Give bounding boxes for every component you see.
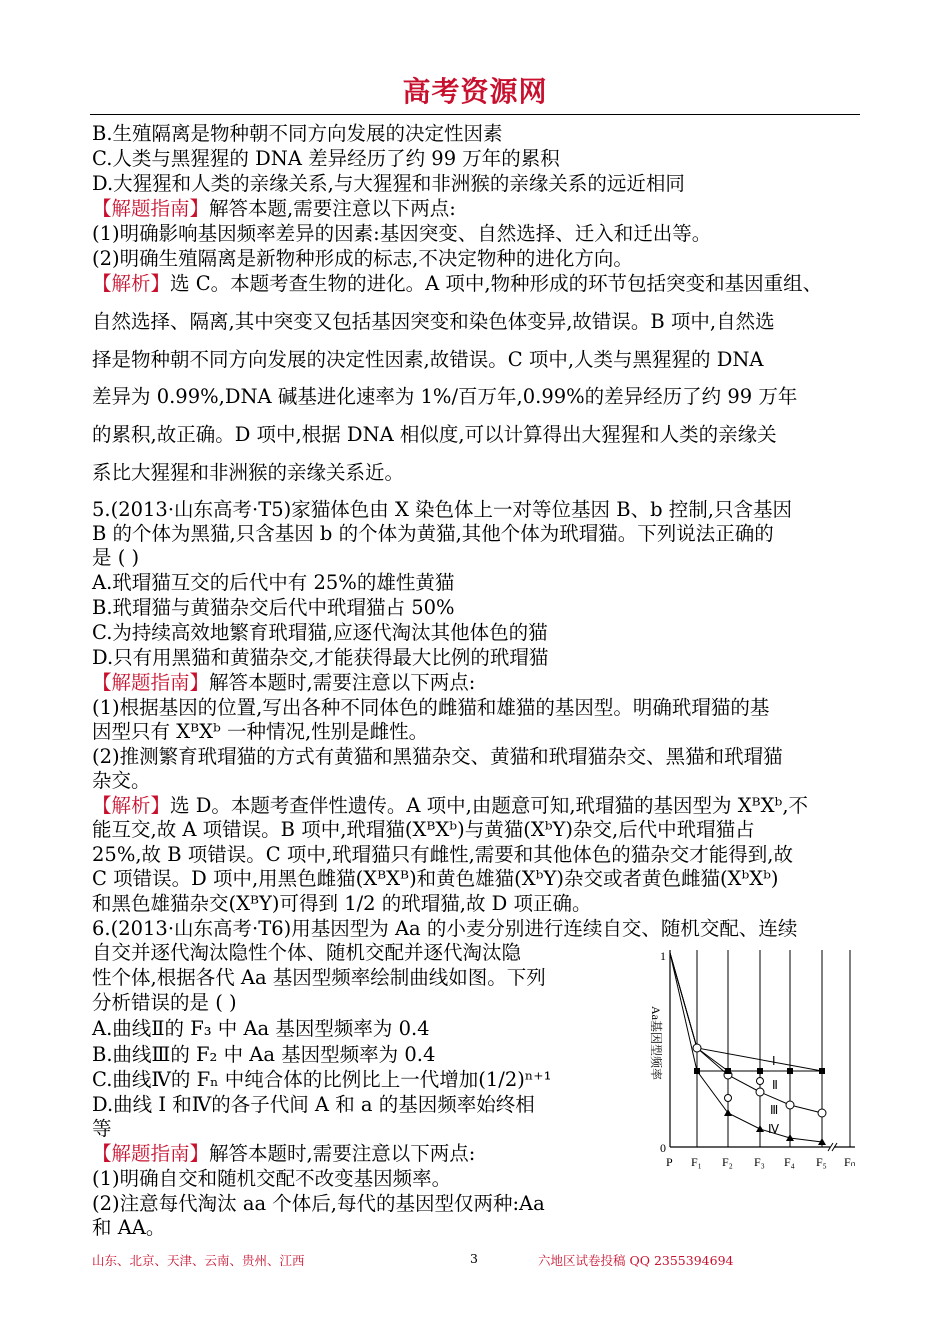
- x-tick-p: P: [666, 1155, 673, 1169]
- q4-analysis-line-2: 自然选择、隔离,其中突变又包括基因突变和染色体变异,故错误。B 项中,自然选: [92, 310, 775, 333]
- q4-analysis-line-5: 的累积,故正确。D 项中,根据 DNA 相似度,可以计算得出大猩猩和人类的亲缘关: [92, 423, 777, 446]
- x-tick-f3: F₃: [754, 1155, 765, 1169]
- q4-option-b: B.生殖隔离是物种朝不同方向发展的决定性因素: [92, 122, 503, 145]
- marker-f2-square: [725, 1068, 731, 1074]
- q5-guide-point-2b: 杂交。: [92, 769, 151, 792]
- marker-f5-square: [819, 1068, 825, 1074]
- marker-ii-f3: [757, 1078, 764, 1085]
- marker-f3-square: [757, 1068, 763, 1074]
- q4-option-c: C.人类与黑猩猩的 DNA 差异经历了约 99 万年的累积: [92, 147, 560, 170]
- q5-stem-line-3: 是 ( ): [92, 546, 140, 569]
- guide-intro: 解答本题时,需要注意以下两点:: [209, 671, 476, 694]
- marker-iv-f2: [724, 1109, 732, 1116]
- q6-guide-point-2a: (2)注意每代淘汰 aa 个体后,每代的基因型仅两种:Aa: [92, 1192, 545, 1215]
- marker-f3-circle: [756, 1088, 764, 1096]
- q5-guide-heading: [92, 671, 475, 695]
- q4-analysis-line-6: 系比大猩猩和非洲猴的亲缘关系近。: [92, 461, 405, 484]
- analysis-tag: 【解析】: [92, 272, 171, 295]
- marker-f4-square: [787, 1068, 793, 1074]
- q6-option-c: C.曲线Ⅳ的 Fₙ 中纯合体的比例比上一代增加(1/2)ⁿ⁺¹: [92, 1068, 552, 1091]
- guide-tag: 【解题指南】: [92, 1142, 210, 1165]
- footer-page-number: 3: [470, 1251, 478, 1266]
- q5-guide-point-2a: (2)推测繁育玳瑁猫的方式有黄猫和黑猫杂交、黄猫和玳瑁猫杂交、黑猫和玳瑁猫: [92, 745, 783, 768]
- curve-label-iii: Ⅲ: [770, 1103, 779, 1117]
- guide-intro: 解答本题,需要注意以下两点:: [209, 197, 456, 220]
- footer-contact: 六地区试卷投稿 QQ 2355394694: [538, 1253, 734, 1268]
- guide-intro: 解答本题时,需要注意以下两点:: [209, 1142, 476, 1165]
- aa-frequency-figure: [640, 948, 860, 1178]
- y-tick-1: 1: [660, 949, 666, 963]
- x-tick-f1: F₁: [691, 1155, 702, 1169]
- q5-guide-point-1a: (1)根据基因的位置,写出各种不同体色的雌猫和雄猫的基因型。明确玳瑁猫的基: [92, 696, 770, 719]
- q4-guide-point-1: (1)明确影响基因频率差异的因素:基因突变、自然选择、迁入和迁出等。: [92, 222, 712, 245]
- q6-stem-line-3: 性个体,根据各代 Aa 基因型频率绘制曲线如图。下列: [92, 966, 546, 989]
- q5-option-c: C.为持续高效地繁育玳瑁猫,应逐代淘汰其他体色的猫: [92, 621, 548, 644]
- q6-option-d-line-1: D.曲线 Ⅰ 和Ⅳ的各子代间 A 和 a 的基因频率始终相: [92, 1093, 535, 1116]
- curve-label-ii: Ⅱ: [772, 1078, 778, 1092]
- q5-stem-line-2: B 的个体为黑猫,只含基因 b 的个体为黄猫,其他个体为玳瑁猫。下列说法正确的: [92, 522, 774, 545]
- x-tick-f4: F₄: [784, 1155, 795, 1169]
- q6-option-d-line-2: 等: [92, 1117, 112, 1140]
- q5-analysis-line-4: C 项错误。D 项中,用黑色雌猫(XᴮXᴮ)和黄色雄猫(XᵇY)杂交或者黄色雌猫(XᵇXᵇ): [92, 867, 779, 890]
- header-logo: 高考资源网: [402, 75, 548, 108]
- guide-tag: 【解题指南】: [92, 197, 210, 220]
- q6-stem-line-2: 自交并逐代淘汰隐性个体、随机交配并逐代淘汰隐: [92, 941, 522, 964]
- q6-stem-line-4: 分析错误的是 ( ): [92, 991, 237, 1014]
- marker-f5-circle: [818, 1109, 826, 1117]
- y-tick-0: 0: [660, 1141, 666, 1155]
- q6-stem-line-1: 6.(2013·山东高考·T6)用基因型为 Aa 的小麦分别进行连续自交、随机交配、连续: [92, 917, 798, 940]
- footer-regions: 山东、北京、天津、云南、贵州、江西: [92, 1253, 305, 1268]
- q6-option-b: B.曲线Ⅲ的 F₂ 中 Aa 基因型频率为 0.4: [92, 1043, 436, 1066]
- q5-guide-point-1b: 因型只有 XᴮXᵇ 一种情况,性别是雌性。: [92, 720, 429, 743]
- q6-guide-point-2b: 和 AA。: [92, 1216, 166, 1239]
- q5-analysis-line-5: 和黑色雄猫杂交(XᴮY)可得到 1/2 的玳瑁猫,故 D 项正确。: [92, 892, 592, 915]
- q5-analysis-line-2: 能互交,故 A 项错误。B 项中,玳瑁猫(XᴮXᵇ)与黄猫(XᵇY)杂交,后代中玳瑁猫占: [92, 818, 755, 841]
- marker-iv-f3: [756, 1125, 764, 1132]
- q4-analysis-line-3: 择是物种朝不同方向发展的决定性因素,故错误。C 项中,人类与黑猩猩的 DNA: [92, 348, 764, 371]
- q6-guide-point-1: (1)明确自交和随机交配不改变基因频率。: [92, 1167, 452, 1190]
- x-tick-fn: Fₙ: [844, 1155, 856, 1169]
- x-tick-f2: F₂: [722, 1155, 733, 1169]
- marker-f1-square: [694, 1068, 700, 1074]
- curve-label-iv: Ⅳ: [768, 1122, 780, 1136]
- analysis-text: 选 C。本题考查生物的进化。A 项中,物种形成的环节包括突变和基因重组、: [170, 272, 823, 295]
- y-axis-label: Aa基因型频率: [649, 1006, 663, 1080]
- marker-ii-f2: [725, 1095, 732, 1102]
- analysis-text: 选 D。本题考查伴性遗传。A 项中,由题意可知,玳瑁猫的基因型为 XᴮXᵇ,不: [170, 794, 809, 817]
- analysis-tag: 【解析】: [92, 794, 171, 817]
- q4-analysis-line-4: 差异为 0.99%,DNA 碱基进化速率为 1%/百万年,0.99%的差异经历了约 99 万年: [92, 385, 798, 408]
- x-tick-f5: F₅: [816, 1155, 827, 1169]
- q5-stem-line-1: 5.(2013·山东高考·T5)家猫体色由 X 染色体上一对等位基因 B、b 控制,只含基因: [92, 498, 792, 521]
- q5-option-a: A.玳瑁猫互交的后代中有 25%的雄性黄猫: [92, 571, 455, 594]
- marker-f4-circle: [786, 1101, 794, 1109]
- q4-guide-heading: [92, 197, 456, 221]
- q5-option-d: D.只有用黑猫和黄猫杂交,才能获得最大比例的玳瑁猫: [92, 646, 549, 669]
- curve-label-i: Ⅰ: [772, 1054, 776, 1068]
- guide-tag: 【解题指南】: [92, 671, 210, 694]
- marker-f1-circle: [693, 1044, 701, 1052]
- q6-guide-heading: [92, 1142, 475, 1166]
- q4-analysis-line-1: [92, 272, 822, 296]
- q6-option-a: A.曲线Ⅱ的 F₃ 中 Aa 基因型频率为 0.4: [92, 1017, 430, 1040]
- q5-analysis-line-1: [92, 794, 808, 818]
- header-divider: [90, 114, 860, 115]
- q4-guide-point-2: (2)明确生殖隔离是新物种形成的标志,不决定物种的进化方向。: [92, 247, 633, 270]
- q4-option-d: D.大猩猩和人类的亲缘关系,与大猩猩和非洲猴的亲缘关系的远近相同: [92, 172, 685, 195]
- q5-analysis-line-3: 25%,故 B 项错误。C 项中,玳瑁猫只有雌性,需要和其他体色的猫杂交才能得到,故: [92, 843, 793, 866]
- q5-option-b: B.玳瑁猫与黄猫杂交后代中玳瑁猫占 50%: [92, 596, 455, 619]
